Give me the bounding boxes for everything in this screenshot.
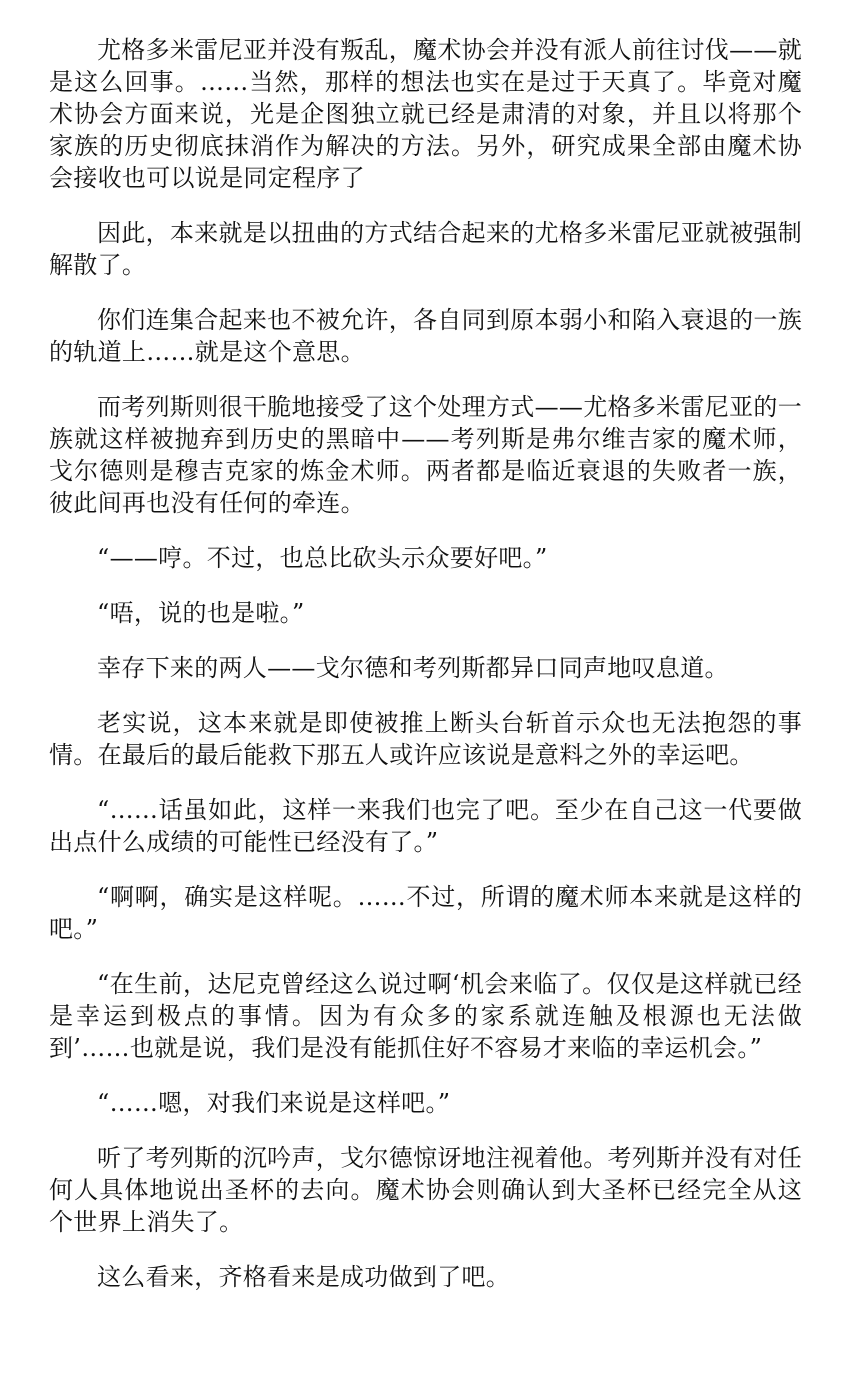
paragraph-7: 听了考列斯的沉吟声，戈尔德惊讶地注视着他。考列斯并没有对任何人具体地说出圣杯的去向。魔术协会则确认到大圣杯已经完全从这个世界上消失了。 <box>49 1144 802 1236</box>
paragraph-4: 而考列斯则很干脆地接受了这个处理方式——尤格多米雷尼亚的一族就这样被抛弃到历史的黑暗中——考列斯是弗尔维吉家的魔术师，戈尔德则是穆吉克家的炼金术师。两者都是临近衰退的失败者一族，彼此间再也没有任何的牵连。 <box>49 393 802 517</box>
paragraph-6: 老实说，这本来就是即使被推上断头台斩首示众也无法抱怨的事情。在最后的最后能救下那五人或许应该说是意料之外的幸运吧。 <box>49 709 802 769</box>
paragraph-2: 因此，本来就是以扭曲的方式结合起来的尤格多米雷尼亚就被强制解散了。 <box>49 219 802 279</box>
dialogue-line-3: “……话虽如此，这样一来我们也完了吧。至少在自己这一代要做出点什么成绩的可能性已经没有了。” <box>49 796 802 856</box>
dialogue-line-5: “在生前，达尼克曾经这么说过啊‘机会来临了。仅仅是这样就已经是幸运到极点的事情。因为有众多的家系就连触及根源也无法做到’……也就是说，我们是没有能抓住好不容易才来临的幸运机会。” <box>49 970 802 1062</box>
paragraph-1: 尤格多米雷尼亚并没有叛乱，魔术协会并没有派人前往讨伐——就是这么回事。……当然，那样的想法也实在是过于天真了。毕竟对魔术协会方面来说，光是企图独立就已经是肃清的对象，并且以将那个家族的历史彻底抹消作为解决的方法。另外，研究成果全部由魔术协会接收也可以说是同定程序了 <box>49 36 802 192</box>
dialogue-line-1: “——哼。不过，也总比砍头示众要好吧。” <box>97 544 548 572</box>
dialogue-line-2: “唔，说的也是啦。” <box>97 599 305 627</box>
dialogue-line-6: “……嗯，对我们来说是这样吧。” <box>97 1089 451 1117</box>
paragraph-5: 幸存下来的两人——戈尔德和考列斯都异口同声地叹息道。 <box>97 654 729 682</box>
paragraph-3: 你们连集合起来也不被允许，各自同到原本弱小和陷入衰退的一族的轨道上……就是这个意思。 <box>49 306 802 366</box>
paragraph-8: 这么看来，齐格看来是成功做到了吧。 <box>97 1263 511 1291</box>
dialogue-line-4: “啊啊，确实是这样呢。……不过，所谓的魔术师本来就是这样的吧。” <box>49 883 802 943</box>
